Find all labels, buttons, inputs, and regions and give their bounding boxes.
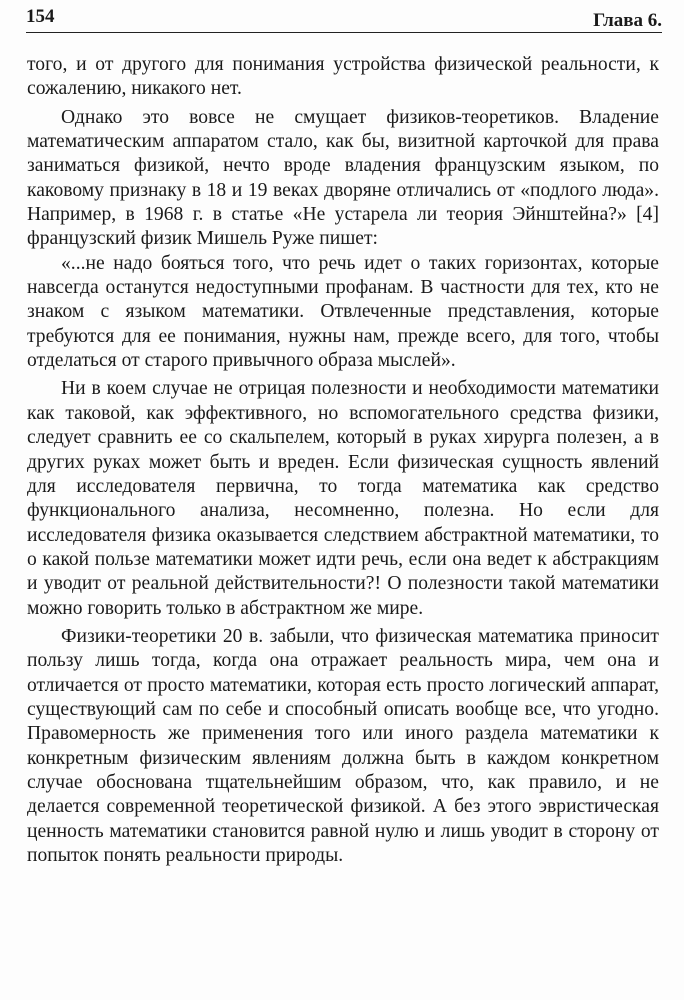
paragraph-quote: «...не надо бояться того, что речь идет о таких горизонтах, которые навсегда останутся недоступными профанам. В частности для тех, кто не знаком с языком математики. Отвлеченные представления, которые требуются для ее понимания, нужны нам, прежде всего, для того, чтобы отделаться от старого привычного образа мыслей». — [27, 252, 659, 372]
page-header — [26, 6, 662, 33]
paragraph-physical-math: Физики-теоретики 20 в. забыли, что физическая математика приносит пользу лишь тогда, когда она отражает реальность мира, чем она и отличается от просто математики, которая есть просто логический аппарат, существующий сам по себе и способный описать вообще все, что угодно. Правомерность же применения того или иного раздела математики к конкретным физическим явлениям должна быть в каждом конкретном случае обоснована тщательнейшим образом, что, как правило, и не делается современной теоретической физикой. А без этого эвристическая ценность математики становится равной нулю и лишь уводит в сторону от попыток понять реальности природы. — [27, 625, 659, 866]
page-number: 154 — [26, 6, 55, 27]
paragraph-physicists-notice: Однако это вовсе не смущает физиков-теоретиков. Владение математическим аппаратом стало, как бы, визитной карточкой для права заниматься физикой, нечто вроде владения французским языком, по каковому признаку в 18 и 19 веках дворяне отличались от «подлого люда». Например, в 1968 г. в статье «Не устарела ли теория Эйнштейна?» [4] французский физик Мишель Руже пишет: — [27, 106, 659, 250]
paragraph-scalpel: Ни в коем случае не отрицая полезности и необходимости математики как таковой, как эффективного, но вспомогательного средства физики, следует сравнить ее со скальпелем, который в руках хирурга полезен, а в других руках может быть и вреден. Если физическая сущность явлений для исследователя первична, то тогда математика как средство функционального анализа, несомненно, полезна. Но если для исследователя физика оказывается следствием абстрактной математики, то о какой пользе математики может идти речь, если она ведет к абстракциям и уводит от реальной действительности?! О полезности такой математики можно говорить только в абстрактном же мире. — [27, 378, 659, 619]
body-text — [27, 53, 659, 868]
paragraph-continuation: того, и от другого для понимания устройства физической реальности, к сожалению, никакого нет. — [27, 54, 659, 100]
chapter-title: Глава 6. — [593, 10, 662, 31]
